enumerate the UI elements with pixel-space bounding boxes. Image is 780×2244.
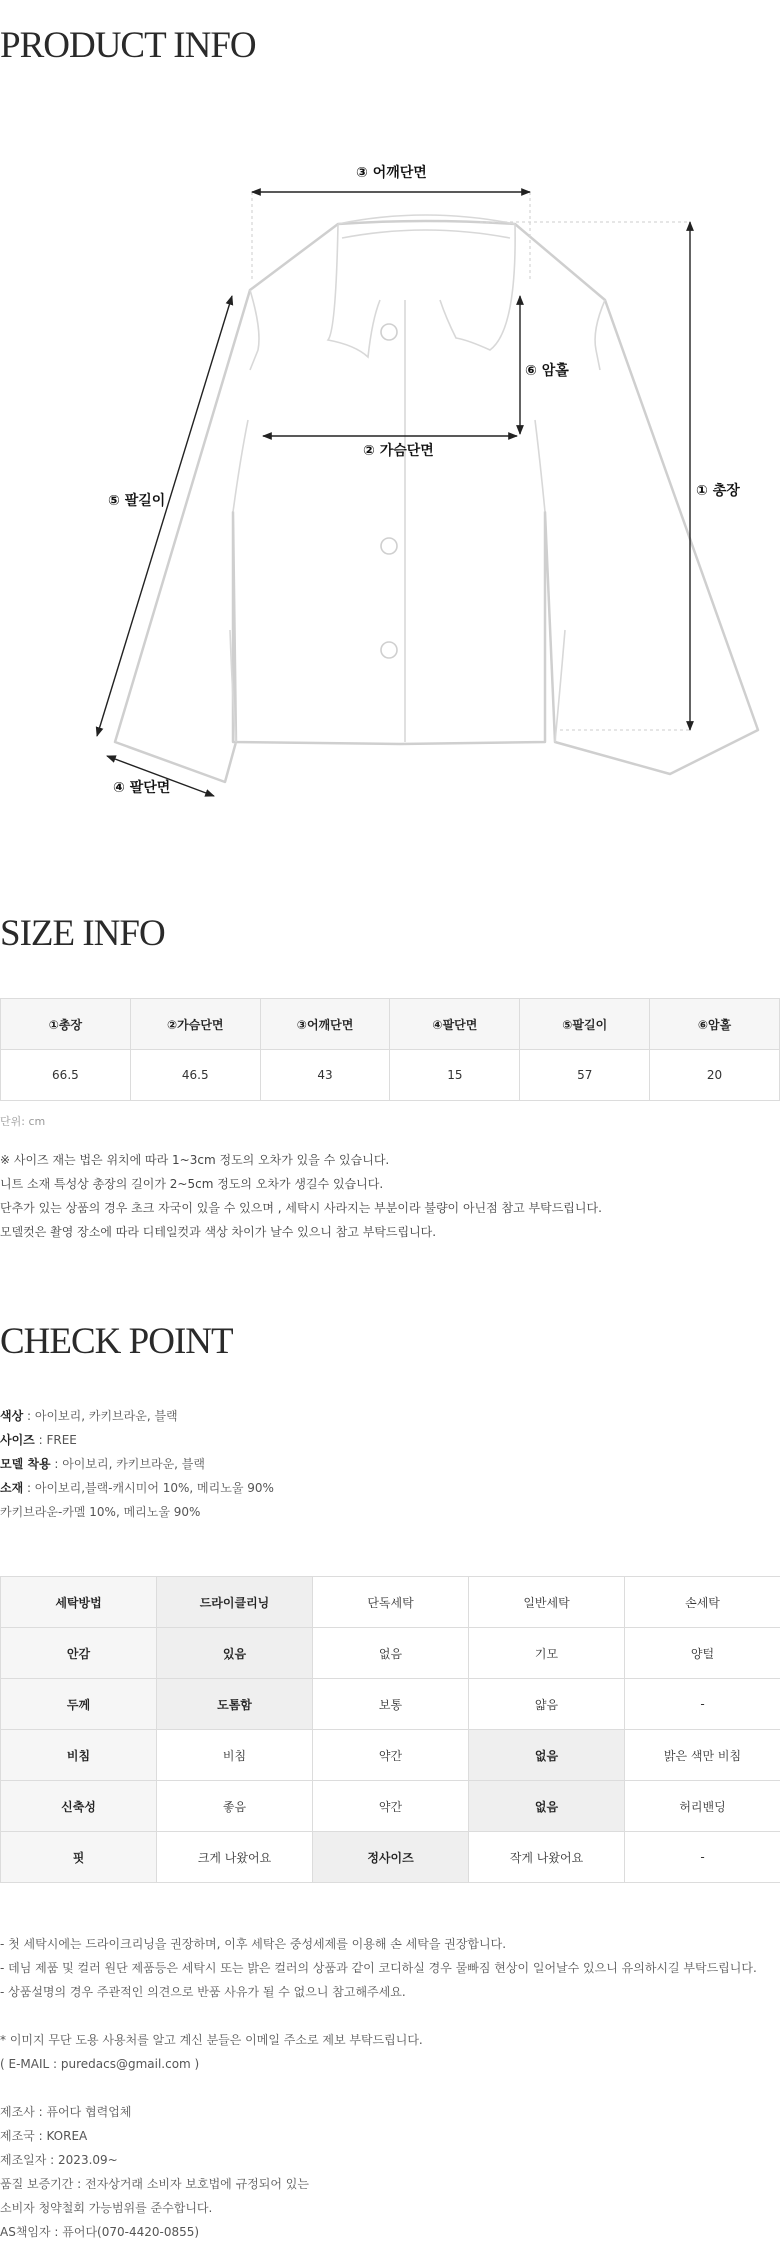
check-cell-selected: 드라이클리닝 <box>157 1577 313 1628</box>
size-header-cell: ③어깨단면 <box>260 999 390 1050</box>
check-cell: 기모 <box>469 1628 625 1679</box>
attribute-material <box>0 1476 274 1500</box>
footer-as-contact: AS책임자 : 퓨어다(070-4420-0855) <box>0 2225 200 2239</box>
check-cell-selected: 정사이즈 <box>313 1832 469 1883</box>
size-info-title: SIZE INFO <box>0 913 165 954</box>
footer-date: 제조일자 : 2023.09~ <box>0 2153 118 2167</box>
label-sleeve-length: ⑤ 팔길이 <box>108 493 166 509</box>
check-cell: 없음 <box>313 1628 469 1679</box>
size-value-cell: 57 <box>520 1050 650 1101</box>
size-table <box>0 998 780 1101</box>
attribute-value: : FREE <box>34 1433 77 1447</box>
size-table-header-row <box>1 999 780 1050</box>
check-row <box>1 1577 780 1628</box>
check-cell: 작게 나왔어요 <box>469 1832 625 1883</box>
footer-notes <box>0 1932 757 2244</box>
attribute-value: : 아이보리,블랙-캐시미어 10%, 메리노울 90% <box>23 1481 274 1495</box>
check-cell: 약간 <box>313 1781 469 1832</box>
check-cell-selected: 있음 <box>157 1628 313 1679</box>
size-notes <box>0 1148 602 1244</box>
attribute-value: : 아이보리, 카키브라운, 블랙 <box>50 1457 205 1471</box>
size-value-cell: 20 <box>650 1050 780 1101</box>
size-value-cell: 46.5 <box>130 1050 260 1101</box>
check-point-table <box>0 1576 780 1883</box>
size-header-cell: ⑥암홀 <box>650 999 780 1050</box>
size-note-line: 니트 소재 특성상 총장의 길이가 2~5cm 정도의 오차가 생길수 있습니다. <box>0 1177 384 1191</box>
check-cell: 크게 나왔어요 <box>157 1832 313 1883</box>
check-cell-selected: 없음 <box>469 1781 625 1832</box>
footer-spacer <box>0 2076 757 2100</box>
label-cuff-width: ④ 팔단면 <box>113 780 171 796</box>
check-row-header: 신축성 <box>1 1781 157 1832</box>
check-row <box>1 1781 780 1832</box>
check-cell: 약간 <box>313 1730 469 1781</box>
check-cell: - <box>625 1832 780 1883</box>
footer-line: - 데님 제품 및 컬러 원단 제품등은 세탁시 또는 밝은 컬러의 상품과 같이 코디하실 경우 물빠짐 현상이 일어날수 있으니 유의하시길 부탁드립니다. <box>0 1961 757 1975</box>
footer-warranty-cont: 소비자 청약철회 가능범위를 준수합니다. <box>0 2201 213 2215</box>
check-cell: 양털 <box>625 1628 780 1679</box>
check-row-header: 핏 <box>1 1832 157 1883</box>
footer-warranty: 품질 보증기간 : 전자상거래 소비자 보호법에 규정되어 있는 <box>0 2177 309 2191</box>
size-value-cell: 43 <box>260 1050 390 1101</box>
check-cell: - <box>625 1679 780 1730</box>
footer-line: - 상품설명의 경우 주관적인 의견으로 반품 사유가 될 수 없으니 참고해주세요. <box>0 1985 406 1999</box>
check-cell: 일반세탁 <box>469 1577 625 1628</box>
attribute-material-cont <box>0 1500 274 1524</box>
footer-manufacturer: 제조사 : 퓨어다 협력업체 <box>0 2105 132 2119</box>
footer-spacer <box>0 2004 757 2028</box>
check-cell: 허리밴딩 <box>625 1781 780 1832</box>
size-note-line: ※ 사이즈 재는 법은 위치에 따라 1~3cm 정도의 오차가 있을 수 있습니다. <box>0 1153 390 1167</box>
attribute-size <box>0 1428 274 1452</box>
check-cell-selected: 없음 <box>469 1730 625 1781</box>
check-cell-selected: 도톰함 <box>157 1679 313 1730</box>
attribute-value: : 아이보리, 카키브라운, 블랙 <box>23 1409 178 1423</box>
attribute-color <box>0 1404 274 1428</box>
footer-email: ( E-MAIL : puredacs@gmail.com ) <box>0 2057 200 2071</box>
jacket-measurement-diagram <box>0 130 780 810</box>
attribute-model-wear <box>0 1452 274 1476</box>
check-row <box>1 1832 780 1883</box>
size-header-cell: ①총장 <box>1 999 131 1050</box>
size-header-cell: ⑤팔길이 <box>520 999 650 1050</box>
check-row <box>1 1679 780 1730</box>
size-header-cell: ④팔단면 <box>390 999 520 1050</box>
jacket-illustration <box>115 221 758 782</box>
size-value-cell: 66.5 <box>1 1050 131 1101</box>
check-cell: 단독세탁 <box>313 1577 469 1628</box>
label-chest-width: ② 가슴단면 <box>363 443 434 459</box>
check-row-header: 세탁방법 <box>1 1577 157 1628</box>
size-unit-note: 단위: cm <box>0 1115 46 1128</box>
label-total-length: ① 총장 <box>696 483 740 499</box>
footer-line: * 이미지 무단 도용 사용처를 알고 계신 분들은 이메일 주소로 제보 부탁드립니다. <box>0 2033 423 2047</box>
attribute-label: 사이즈 <box>0 1433 35 1447</box>
check-row-header: 두께 <box>1 1679 157 1730</box>
product-attributes <box>0 1404 274 1524</box>
footer-line: - 첫 세탁시에는 드라이크리닝을 권장하며, 이후 세탁은 중성세제를 이용해 손 세탁을 권장합니다. <box>0 1937 507 1951</box>
check-row-header: 안감 <box>1 1628 157 1679</box>
check-row-header: 비침 <box>1 1730 157 1781</box>
check-cell: 비침 <box>157 1730 313 1781</box>
attribute-value: 카키브라운-카멜 10%, 메리노울 90% <box>0 1505 201 1519</box>
size-header-cell: ②가슴단면 <box>130 999 260 1050</box>
size-note-line: 모델컷은 촬영 장소에 따라 디테일컷과 색상 차이가 날수 있으니 참고 부탁드립니다. <box>0 1225 437 1239</box>
label-shoulder-width: ③ 어깨단면 <box>356 165 427 181</box>
check-cell: 얇음 <box>469 1679 625 1730</box>
footer-country: 제조국 : KOREA <box>0 2129 88 2143</box>
check-row <box>1 1628 780 1679</box>
size-note-line: 단추가 있는 상품의 경우 초크 자국이 있을 수 있으며 , 세탁시 사라지는 부분이라 불량이 아닌점 참고 부탁드립니다. <box>0 1201 602 1215</box>
check-point-title: CHECK POINT <box>0 1321 233 1362</box>
label-armhole: ⑥ 암홀 <box>525 363 569 379</box>
check-cell: 좋음 <box>157 1781 313 1832</box>
check-cell: 보통 <box>313 1679 469 1730</box>
size-table-value-row <box>1 1050 780 1101</box>
check-row <box>1 1730 780 1781</box>
size-value-cell: 15 <box>390 1050 520 1101</box>
check-cell: 손세탁 <box>625 1577 780 1628</box>
attribute-label: 색상 <box>0 1409 24 1423</box>
attribute-label: 모델 착용 <box>0 1457 51 1471</box>
attribute-label: 소재 <box>0 1481 24 1495</box>
check-cell: 밝은 색만 비침 <box>625 1730 780 1781</box>
product-info-title: PRODUCT INFO <box>0 25 256 66</box>
